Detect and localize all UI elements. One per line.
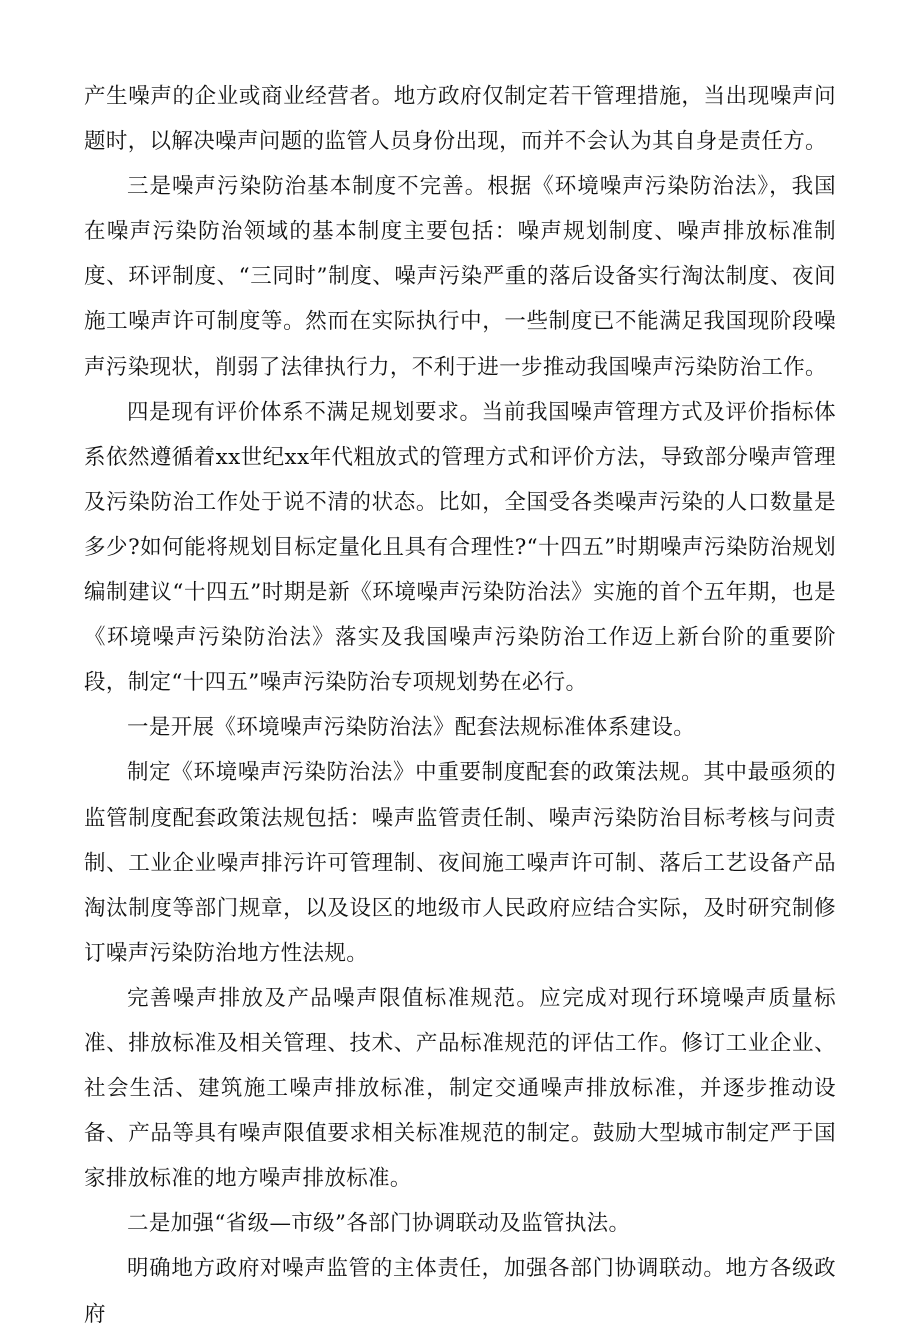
paragraph-heading-two: 二是加强“省级—市级”各部门协调联动及监管执法。: [127, 1211, 631, 1237]
paragraph-policy-regulations: 制定《环境噪声污染防治法》中重要制度配套的政策法规。其中最亟须的监管制度配套政策法规包括：噪声监管责任制、噪声污染防治目标考核与问责制、工业企业噪声排污许可管理制、夜间施工噪声许可制、落后工艺设备产品淘汰制度等部门规章，以及设区的地级市人民政府应结合实际，及时研究制修订噪声污染防治地方性法规。: [84, 760, 836, 966]
paragraph-local-government: 明确地方政府对噪声监管的主体责任，加强各部门协调联动。地方各级政府: [84, 1256, 836, 1327]
paragraph-evaluation-system: 四是现有评价体系不满足规划要求。当前我国噪声管理方式及评价指标体系依然遵循着xx世纪xx年代粗放式的管理方式和评价方法，导致部分噪声管理及污染防治工作处于说不清的状态。比如，全国受各类噪声污染的人口数量是多少?如何能将规划目标定量化且具有合理性?“十四五”时期噪声污染防治规划编制建议“十四五”时期是新《环境噪声污染防治法》实施的首个五年期，也是《环境噪声污染防治法》落实及我国噪声污染防治工作迈上新台阶的重要阶段，制定“十四五”噪声污染防治专项规划势在必行。: [84, 399, 836, 696]
paragraph-continuation: 产生噪声的企业或商业经营者。地方政府仅制定若干管理措施，当出现噪声问题时，以解决噪声问题的监管人员身份出现，而并不会认为其自身是责任方。: [84, 84, 836, 155]
paragraph-basic-system: 三是噪声污染防治基本制度不完善。根据《环境噪声污染防治法》，我国在噪声污染防治领域的基本制度主要包括：噪声规划制度、噪声排放标准制度、环评制度、“三同时”制度、噪声污染严重的落后设备实行淘汰制度、夜间施工噪声许可制度等。然而在实际执行中，一些制度已不能满足我国现阶段噪声污染现状，削弱了法律执行力，不利于进一步推动我国噪声污染防治工作。: [84, 174, 836, 380]
paragraph-heading-one: 一是开展《环境噪声污染防治法》配套法规标准体系建设。: [127, 715, 696, 741]
document-body: [84, 74, 836, 1337]
paragraph-emission-standards: 完善噪声排放及产品噪声限值标准规范。应完成对现行环境噪声质量标准、排放标准及相关管理、技术、产品标准规范的评估工作。修订工业企业、社会生活、建筑施工噪声排放标准，制定交通噪声排放标准，并逐步推动设备、产品等具有噪声限值要求相关标准规范的制定。鼓励大型城市制定严于国家排放标准的地方噪声排放标准。: [84, 985, 836, 1192]
